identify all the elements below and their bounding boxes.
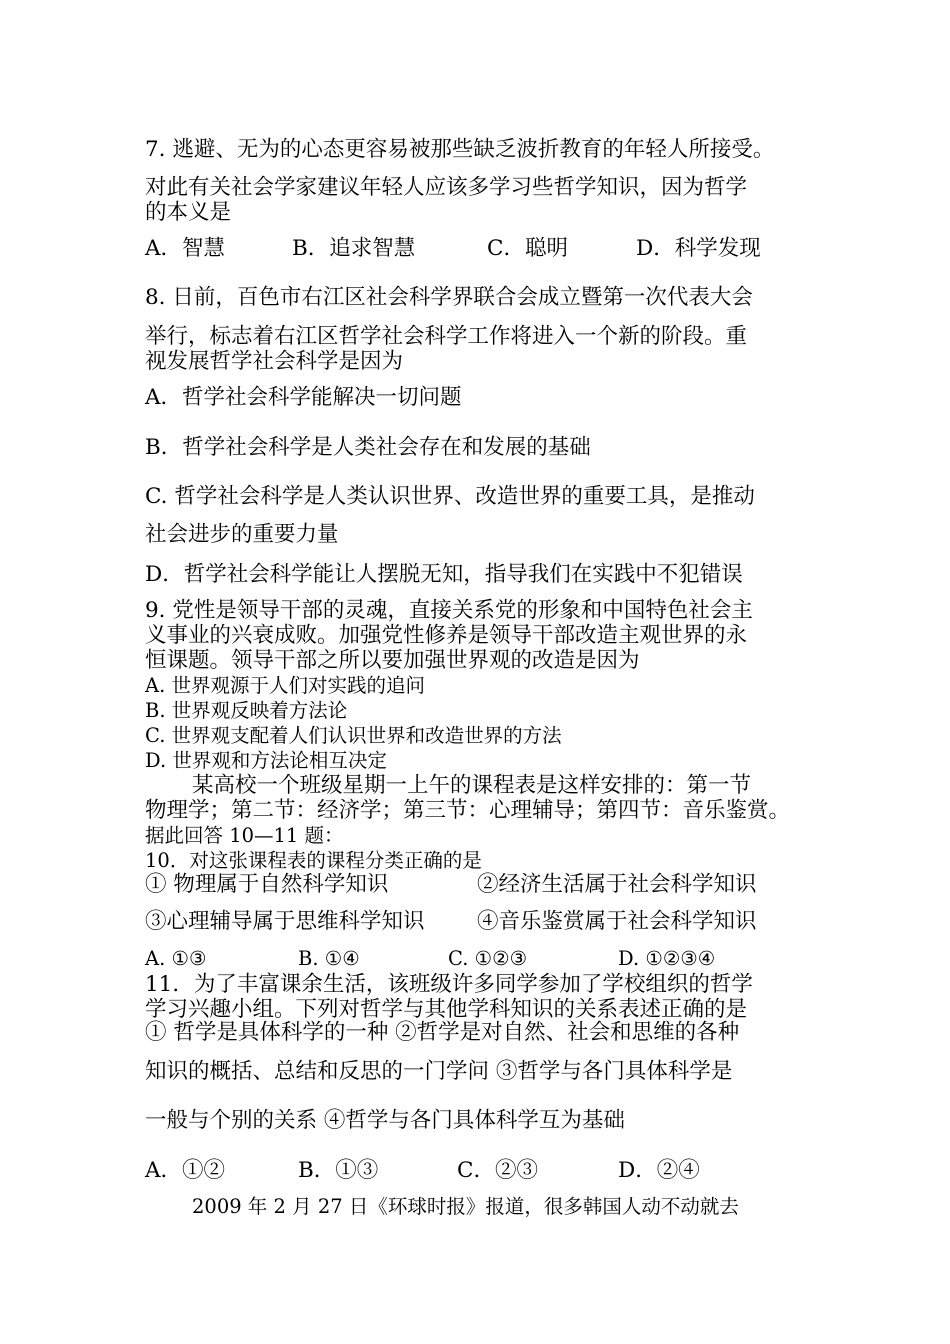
q11-stem-line-5: 一般与个别的关系 ④哲学与各门具体科学互为基础 (145, 1108, 625, 1133)
q7-stem-line-2: 对此有关社会学家建议年轻人应该多学习些哲学知识，因为哲学 (145, 175, 748, 200)
q8-option-b: B．哲学社会科学是人类社会存在和发展的基础 (145, 435, 591, 460)
next-material-line-1: 2009 年 2 月 27 日《环球时报》报道，很多韩国人动不动就去 (192, 1195, 739, 1218)
q8-stem-line-3: 视发展哲学社会科学是因为 (145, 349, 404, 374)
q7-stem-line-3: 的本义是 (145, 200, 232, 225)
q7-stem-line-1: 7. 逃避、无为的心态更容易被那些缺乏波折教育的年轻人所接受。 (145, 137, 775, 162)
q11-option-b: B．①③ (298, 1158, 379, 1183)
material-line-2: 物理学；第二节：经济学；第三节：心理辅导；第四节：音乐鉴赏。 (145, 798, 791, 823)
q9-option-b: B. 世界观反映着方法论 (145, 699, 348, 722)
q10-option-b: B. ①④ (298, 947, 360, 970)
q8-stem-line-1: 8. 日前，百色市右江区社会科学界联合会成立暨第一次代表大会 (145, 285, 753, 310)
q9-stem-line-1: 9. 党性是领导干部的灵魂，直接关系党的形象和中国特色社会主 (145, 598, 753, 623)
q9-option-a: A. 世界观源于人们对实践的追问 (145, 674, 425, 697)
q8-option-c-line-2: 社会进步的重要力量 (145, 522, 339, 547)
q10-option-d: D. ①②③④ (618, 947, 716, 970)
q10-item-3: ③心理辅导属于思维科学知识 (145, 909, 425, 934)
q11-stem-line-4: 知识的概括、总结和反思的一门学问 ③哲学与各门具体科学是 (145, 1059, 733, 1084)
q11-stem-line-2: 学习兴趣小组。下列对哲学与其他学科知识的关系表述正确的是 (145, 997, 748, 1022)
q10-option-a: A. ①③ (145, 947, 207, 970)
q8-option-a: A．哲学社会科学能解决一切问题 (145, 385, 462, 410)
q8-option-d: D．哲学社会科学能让人摆脱无知，指导我们在实践中不犯错误 (145, 562, 743, 587)
q10-item-4: ④音乐鉴赏属于社会科学知识 (477, 909, 757, 934)
q7-option-b: B．追求智慧 (292, 236, 416, 261)
q9-stem-line-3: 恒课题。领导干部之所以要加强世界观的改造是因为 (145, 648, 640, 673)
q9-stem-line-2: 义事业的兴衰成败。加强党性修养是领导干部改造主观世界的永 (145, 623, 748, 648)
q8-option-c-line-1: C. 哲学社会科学是人类认识世界、改造世界的重要工具，是推动 (145, 484, 755, 509)
q10-item-1: ① 物理属于自然科学知识 (145, 872, 389, 897)
q7-option-c: C．聪明 (487, 236, 568, 261)
material-line-3: 据此回答 10—11 题： (145, 824, 344, 847)
material-line-1: 某高校一个班级星期一上午的课程表是这样安排的：第一节 (192, 773, 752, 798)
q9-option-d: D. 世界观和方法论相互决定 (145, 749, 387, 772)
q7-option-d: D．科学发现 (636, 236, 761, 261)
q8-stem-line-2: 举行，标志着右江区哲学社会科学工作将进入一个新的阶段。重 (145, 324, 748, 349)
q11-stem-line-1: 11．为了丰富课余生活，该班级许多同学参加了学校组织的哲学 (145, 972, 753, 997)
q9-option-c: C. 世界观支配着人们认识世界和改造世界的方法 (145, 724, 562, 747)
q10-item-2: ②经济生活属于社会科学知识 (477, 872, 757, 897)
q7-option-a: A．智慧 (145, 236, 226, 261)
q10-stem: 10．对这张课程表的课程分类正确的是 (145, 849, 482, 872)
q11-option-a: A．①② (145, 1158, 226, 1183)
q11-option-d: D．②④ (618, 1158, 700, 1183)
q11-stem-line-3: ① 哲学是具体科学的一种 ②哲学是对自然、社会和思维的各种 (145, 1020, 740, 1045)
q10-option-c: C. ①②③ (448, 947, 528, 970)
q11-option-c: C．②③ (457, 1158, 538, 1183)
